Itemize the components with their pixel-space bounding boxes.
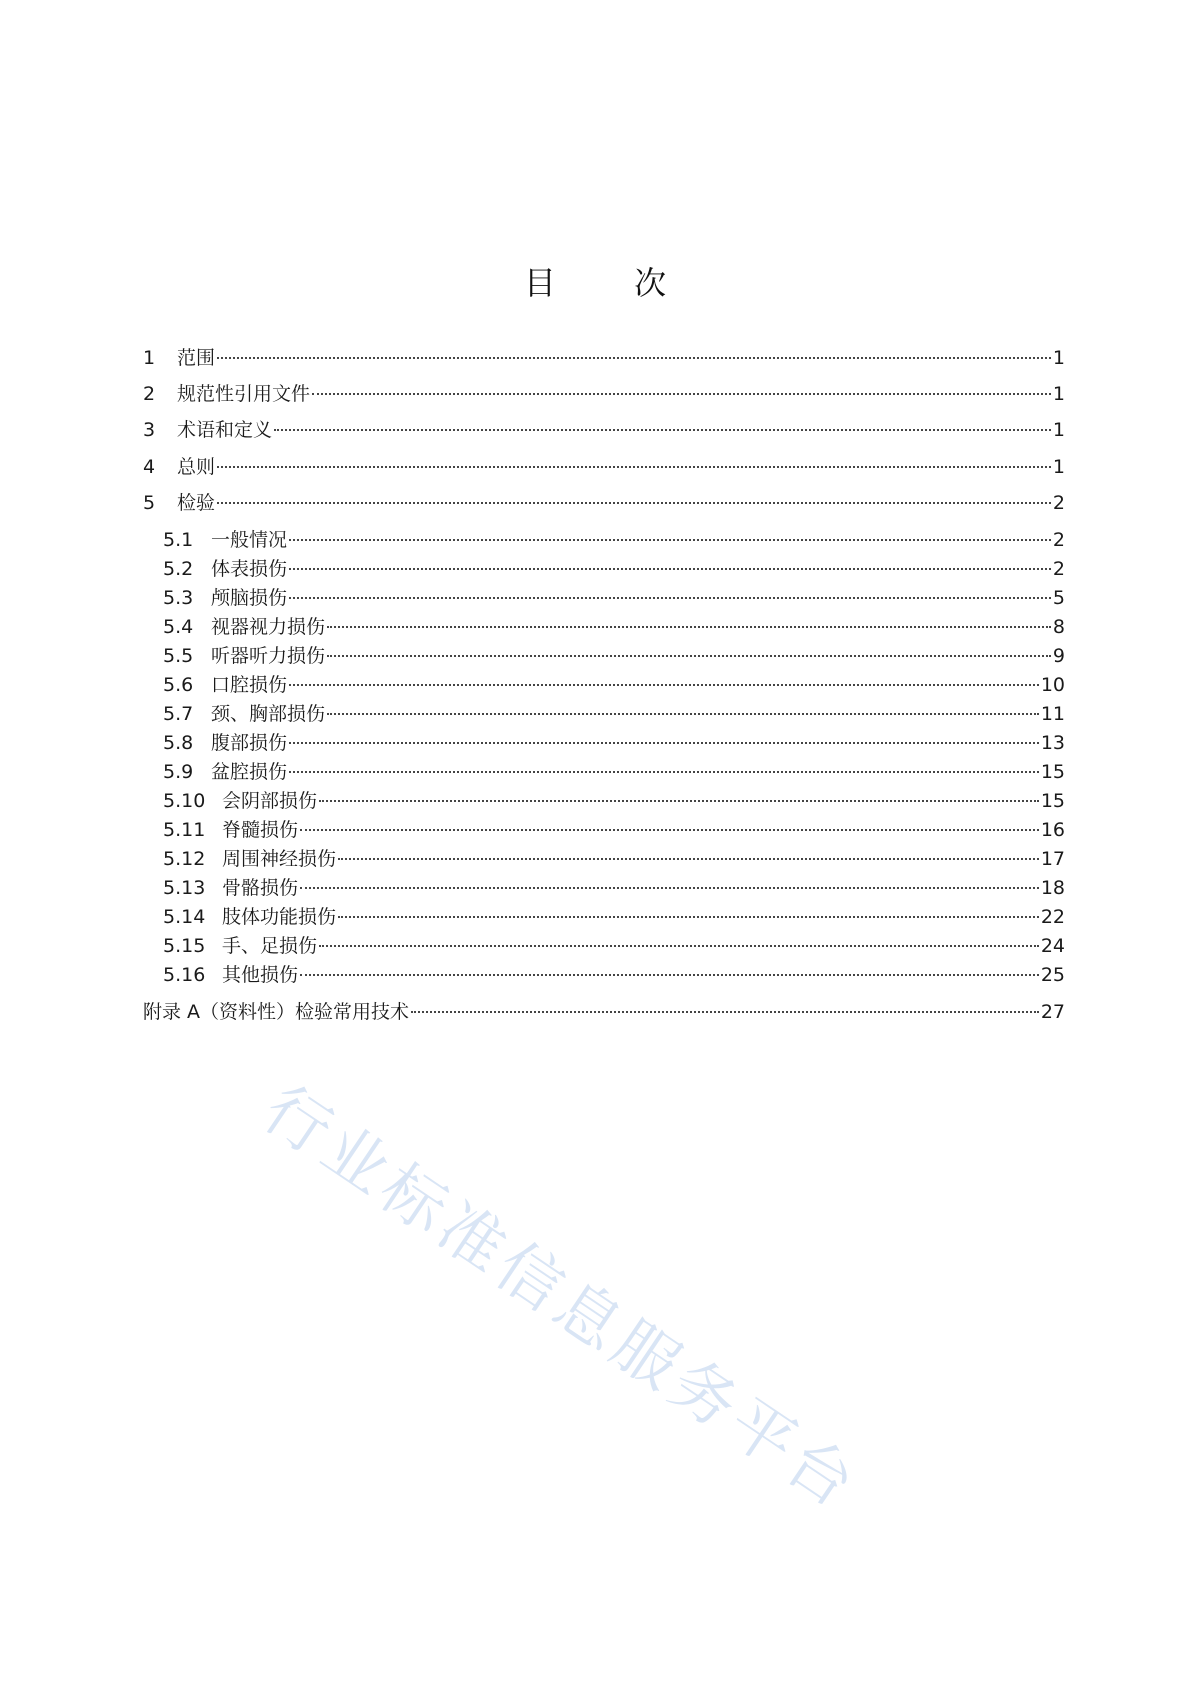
toc-leader [300,829,1039,831]
toc-page-number: 1 [1052,419,1065,441]
toc-page-number: 15 [1040,790,1065,812]
toc-number: 5.1 [163,529,194,551]
toc-leader [289,742,1039,744]
toc-page-number: 2 [1052,529,1065,551]
toc-leader [289,568,1051,570]
toc-page-number: 9 [1052,645,1065,667]
toc-title: 一般情况 [211,529,288,551]
toc-entry-5-5[interactable] [163,641,1065,671]
toc-page-number: 1 [1052,456,1065,478]
toc-number: 4 [143,456,156,478]
toc-leader [217,502,1051,504]
toc-number: 5.9 [163,761,194,783]
toc-leader [319,800,1039,802]
toc-number: 5.15 [163,935,206,957]
toc-title: 手、足损伤 [222,935,318,957]
toc-page-number: 2 [1052,492,1065,514]
toc-number: 5.14 [163,906,206,928]
toc-entry-5-11[interactable] [163,815,1065,845]
toc-page-number: 16 [1040,819,1065,841]
toc-title: 视器视力损伤 [211,616,326,638]
toc-leader [338,858,1039,860]
toc-page-number: 8 [1052,616,1065,638]
toc-entry-2[interactable] [143,379,1065,409]
toc-leader [411,1011,1039,1013]
toc-number: 5.4 [163,616,194,638]
toc-entry-1[interactable] [143,343,1065,373]
toc-entry-5-1[interactable] [163,525,1065,555]
toc-title: 附录 A（资料性）检验常用技术 [143,1001,410,1023]
toc-leader [289,684,1039,686]
toc-title: 口腔损伤 [211,674,288,696]
toc-entry-5-9[interactable] [163,757,1065,787]
toc-page-number: 15 [1040,761,1065,783]
toc-entry-5[interactable] [143,488,1065,518]
toc-number: 1 [143,347,156,369]
toc-title: 颅脑损伤 [211,587,288,609]
toc-title: 颈、胸部损伤 [211,703,326,725]
toc-page-number: 1 [1052,347,1065,369]
toc-page-number: 10 [1040,674,1065,696]
toc-title: 体表损伤 [211,558,288,580]
toc-leader [327,713,1039,715]
toc-number: 5.8 [163,732,194,754]
toc-leader [327,655,1051,657]
toc-page-number: 2 [1052,558,1065,580]
toc-leader [289,539,1051,541]
toc-entry-5-15[interactable] [163,931,1065,961]
toc-title: 术语和定义 [177,419,273,441]
toc-leader [300,887,1039,889]
toc-leader [319,945,1039,947]
toc-leader [217,357,1051,359]
toc-entry-5-14[interactable] [163,902,1065,932]
toc-page-number: 24 [1040,935,1065,957]
toc-entry-5-7[interactable] [163,699,1065,729]
toc-entry-4[interactable] [143,452,1065,482]
toc-page-number: 5 [1052,587,1065,609]
toc-title: 周围神经损伤 [222,848,337,870]
toc-title: 肢体功能损伤 [222,906,337,928]
toc-number: 5.6 [163,674,194,696]
toc-page-number: 1 [1052,383,1065,405]
toc-entry-5-3[interactable] [163,583,1065,613]
toc-leader [300,974,1039,976]
toc-leader [217,466,1051,468]
toc-number: 5.16 [163,964,206,986]
toc-entry-3[interactable] [143,415,1065,445]
toc-page-number: 27 [1040,1001,1065,1023]
toc-leader [312,393,1051,395]
toc-entry-5-4[interactable] [163,612,1065,642]
toc-number: 3 [143,419,156,441]
toc-number: 5 [143,492,156,514]
toc-title: 范围 [177,347,216,369]
toc-title: 会阴部损伤 [222,790,318,812]
toc-number: 5.2 [163,558,194,580]
toc-entry-appendix-a[interactable] [143,997,1065,1027]
toc-entry-5-8[interactable] [163,728,1065,758]
toc-title: 其他损伤 [222,964,299,986]
toc-page-number: 18 [1040,877,1065,899]
toc-page-number: 22 [1040,906,1065,928]
toc-title: 脊髓损伤 [222,819,299,841]
toc-number: 5.11 [163,819,206,841]
toc-page-number: 17 [1040,848,1065,870]
toc-entry-5-12[interactable] [163,844,1065,874]
toc-title: 腹部损伤 [211,732,288,754]
toc-number: 5.3 [163,587,194,609]
toc-number: 5.5 [163,645,194,667]
toc-number: 5.12 [163,848,206,870]
toc-title: 听器听力损伤 [211,645,326,667]
toc-entry-5-13[interactable] [163,873,1065,903]
toc-number: 5.7 [163,703,194,725]
watermark: 行业标准信息服务平台 [250,1072,872,1526]
toc-leader [338,916,1039,918]
toc-number: 5.13 [163,877,206,899]
page-title: 目 次 [523,264,701,302]
toc-entry-5-10[interactable] [163,786,1065,816]
toc-page-number: 11 [1040,703,1065,725]
toc-entry-5-2[interactable] [163,554,1065,584]
toc-page-number: 13 [1040,732,1065,754]
toc-number: 2 [143,383,156,405]
toc-entry-5-16[interactable] [163,960,1065,990]
toc-leader [327,626,1051,628]
toc-leader [289,597,1051,599]
toc-number: 5.10 [163,790,206,812]
toc-entry-5-6[interactable] [163,670,1065,700]
toc-leader [274,429,1051,431]
toc-title: 盆腔损伤 [211,761,288,783]
toc-title: 骨骼损伤 [222,877,299,899]
toc-title: 规范性引用文件 [177,383,311,405]
toc-title: 检验 [177,492,216,514]
toc-leader [289,771,1039,773]
toc-title: 总则 [177,456,216,478]
toc-page-number: 25 [1040,964,1065,986]
